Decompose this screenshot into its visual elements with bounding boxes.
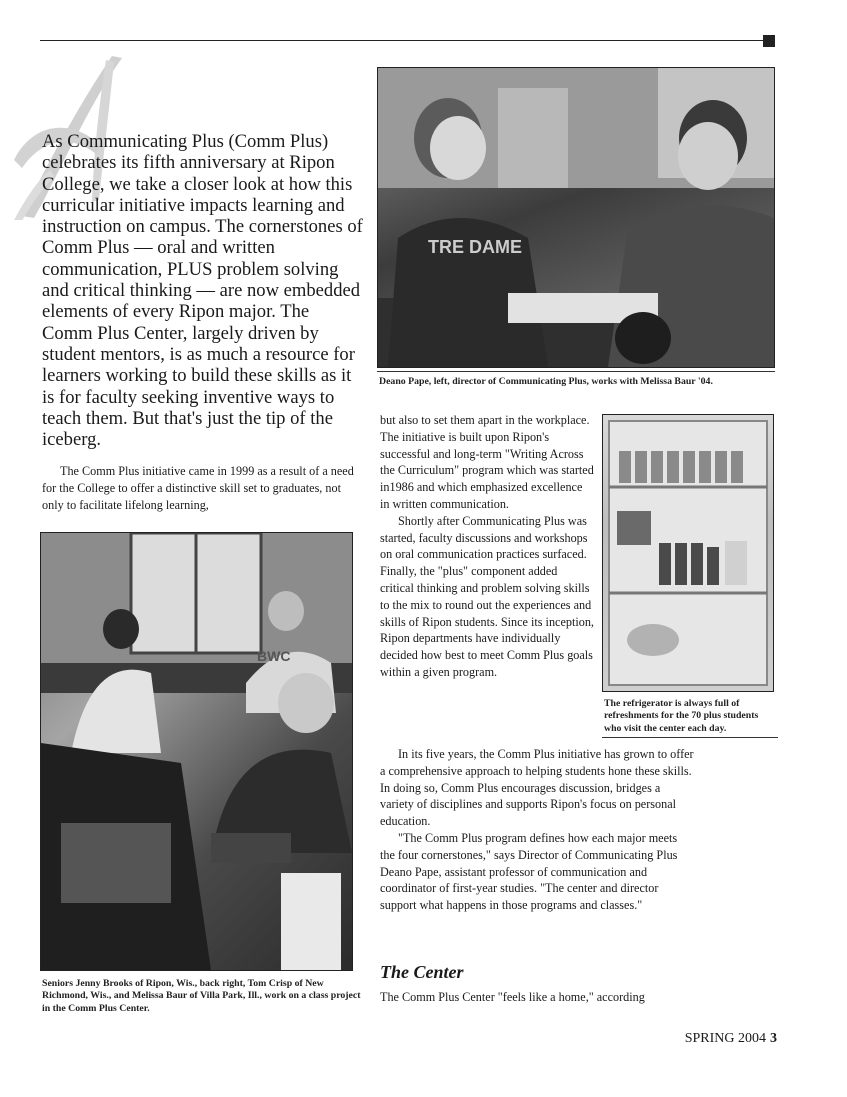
page-number: 3 [770,1031,777,1046]
caption-photo-3: Seniors Jenny Brooks of Ripon, Wis., back right, Tom Crisp of New Richmond, Wis., and Melissa Baur of Villa Park, Ill., work on a class project in the Comm Plus Center. [42,978,361,1014]
article-column-a [380,412,594,681]
column-b-paragraph-1: In its five years, the Comm Plus initiative has grown to offer a comprehensive approach to helping students hone these skills. In doing so, Comm Plus encourages discussion, bridges a variety of disciplines and supports Ripon's focus on personal education. [380,747,694,829]
issue-label: SPRING 2004 [684,1031,766,1046]
top-rule-marker [763,35,775,47]
column-a-paragraph-2: Shortly after Communicating Plus was started, faculty discussions and workshops on oral communication practices surfaced. Finally, the "plus" component added critical thinking and problem solving skills to the mix to round out the experiences and skills of Ripon students. Since its inception, Ripon departments have individually decided how best to meet Comm Plus goals within a given program. [380,513,594,679]
caption-rule-1 [377,371,775,372]
page-folio [685,1031,777,1047]
section-heading: The Center [380,962,464,982]
column-b-paragraph-2: "The Comm Plus program defines how each major meets the four cornerstones," says Director of Communicating Plus Deano Pape, assistant professor of communication and coordinator of first-year studies. "The center and director support what happens in those programs and classes." [380,830,678,913]
caption-rule-2 [602,737,778,738]
caption-photo-1: Deano Pape, left, director of Communicating Plus, works with Melissa Baur '04. [379,376,713,387]
section-paragraph: The Comm Plus Center "feels like a home," according [380,990,645,1004]
column-a-paragraph-1: but also to set them apart in the workplace. The initiative is built upon Ripon's successful and long-term "Writing Across the Curriculum" program which was started in1986 and which emphasized excellence in written communication. [380,413,594,511]
intro-paragraph: As Communicating Plus (Comm Plus) celebrates its fifth anniversary at Ripon College, we take a closer look at how this curricular initiative impacts learning and instruction on campus. The cornerstones of Comm Plus — oral and written communication, PLUS problem solving and critical thinking — are now embedded elements of every Ripon major. The Comm Plus Center, largely driven by student mentors, is as much a resource for learners working to build these skills as it is for faculty seeking inventive ways to teach them. But that's just the tip of the iceberg. [42,131,363,451]
sweatshirt-text: TRE DAME [428,237,522,257]
top-rule [40,40,764,41]
photo-pape-and-baur [377,67,775,368]
photo-students-in-center [40,532,353,971]
lead-paragraph: The Comm Plus initiative came in 1999 as a result of a need for the College to offer a distinctive skill set to graduates, not only to facilitate lifelong learning, [42,464,354,512]
sweatshirt-text: BWC [257,648,291,664]
caption-photo-2: The refrigerator is always full of refreshments for the 70 plus students who visit the center each day. [604,698,759,734]
photo-refrigerator [602,414,774,692]
article-column-b [380,746,694,914]
